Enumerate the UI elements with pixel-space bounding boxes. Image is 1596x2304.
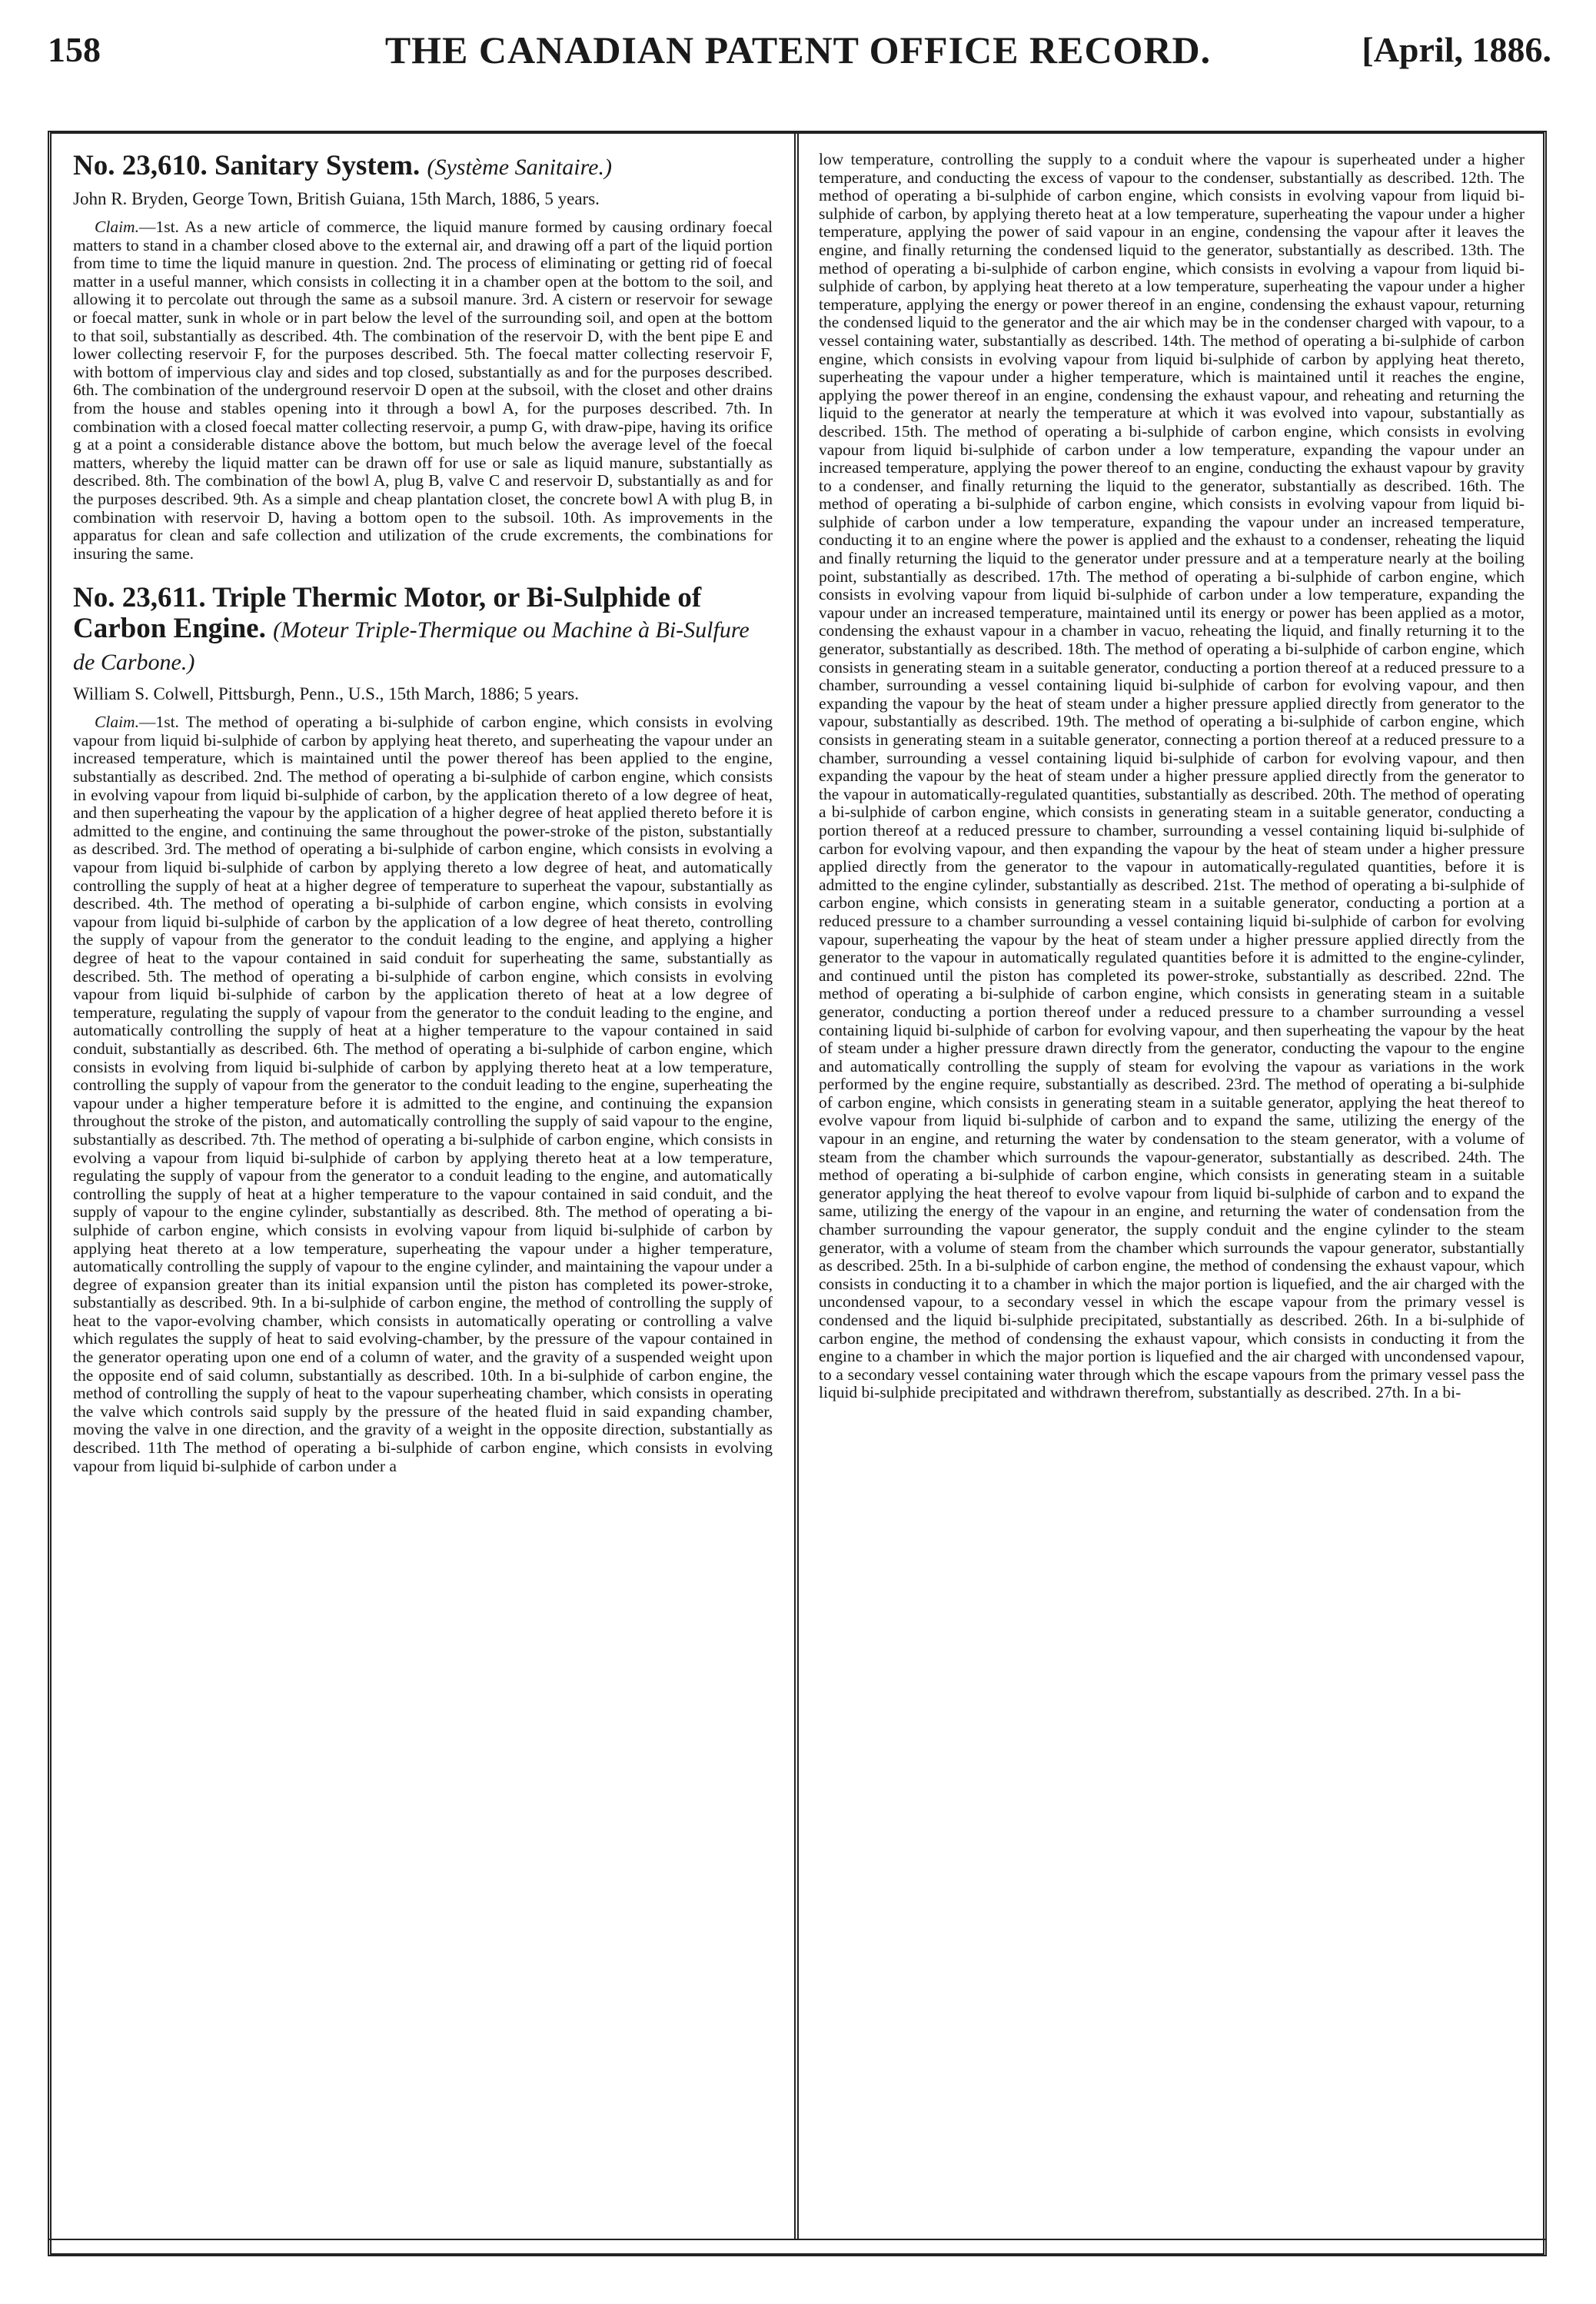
continued-claims-text: low temperature, controlling the supply to a conduit where the vapour is superheated under a higher temperature, and conducting the excess of vapour to the condenser, substantially as described. 12th. The method of operating a bi-sulphide of carbon engine, which consists in evolving vapour from liquid bi-sulphide of carbon, by applying thereto heat at a low temperature, superheating the vapour under a higher temperature, applying the power of said vapour in an engine, condensing the vapour after it leaves the engine, and finally returning the condensed liquid to the generator, substantially as described. 13th. The method of operating a bi-sulphide of carbon engine, which consists in evolving a vapour from liquid bi-sulphide of carbon, by applying heat thereto at a low temperature, superheating the vapour under a higher temperature, applying the energy or power thereof in an engine, condensing the exhaust vapour, returning the condensed liquid to the generator and the air which may be in the condenser charged with vapour, to a vessel containing water, substantially as described. 14th. The method of operating a bi-sulphide of carbon engine, which consists in evolving vapour from liquid bi-sulphide of carbon by applying heat thereto, superheating the vapour under a higher temperature, which is maintained until it reaches the engine, applying the power thereof in an engine, condensing the exhaust vapour, and reheating and returning the liquid to the generator at nearly the temperature at which it was evolved into vapour, substantially as described. 15th. The method of operating a bi-sulphide of carbon engine, which consists in evolving vapour from liquid bi-sulphide of carbon under a low temperature, expanding the vapour under an increased temperature, applying the power thereof to an engine, conducting the exhaust vapour by gravity to a condenser, and finally returning the liquid to the generator, substantially as described. 16th. The method of operating a bi-sulphide of carbon engine, which consists in evolving vapour from liquid bi-sulphide of carbon under a low temperature, expanding the vapour under an increased temperature, conducting it to an engine where the power is applied and the exhaust to a condenser, reheating the liquid and finally returning the liquid to the generator under pressure and at a temperature nearly at the boiling point, substantially as described. 17th. The method of operating a bi-sulphide of carbon engine, which consists in evolving vapour from liquid bi-sulphide of carbon under a low temperature, expanding the vapour under an increased temperature, maintained until its energy or power has been applied as a motor, condensing the exhaust vapour in a chamber in vacuo, reheating the liquid, and finally returning it to the generator, substantially as described. 18th. The method of operating a bi-sulphide of carbon engine, which consists in generating steam in a suitable generator, conducting a portion thereof at a reduced pressure to a chamber, surrounding a vessel containing liquid bi-sulphide of carbon for evolving vapour, and then expanding the vapour by the heat of steam under a higher pressure applied directly from generator to the vapour, substantially as described. 19th. The method of operating a bi-sulphide of carbon engine, which consists in generating steam in a suitable generator, connecting a portion thereof at a reduced pressure to a chamber, surrounding a vessel containing liquid bi-sulphide of carbon for evolving vapour, and then expanding the vapour by the heat of steam under a higher pressure applied directly from the generator to the vapour in automatically-regulated quantities, substantially as described. 20th. The method of operating a bi-sulphide of carbon engine, which consists in generating steam in a suitable generator, conducting a portion thereof at a reduced pressure to chamber, surrounding a vessel containing liquid bi-sulphide of carbon for evolving vapour, and then expanding the vapour by the heat of steam under a higher pressure applied directly from the generator to the vapour in automatically-regulated quantities, before it is admitted to the engine cylinder, substantially as described. 21st. The method of operating a bi-sulphide of carbon engine, which consists in generating steam in a suitable generator, conducting a portion at a reduced pressure to a chamber surrounding a vessel containing liquid bi-sulphide of carbon for evolving vapour, superheating the vapour by the heat of steam under a higher pressure applied directly from the generator to the vapour in automatically regulated quantities before it is admitted to the engine-cylinder, and continued until the piston has completed its power-stroke, substantially as described. 22nd. The method of operating a bi-sulphide of carbon engine, which consists in generating steam in a suitable generator, conducting a portion thereof under a reduced pressure to a chamber surrounding a vessel containing liquid bi-sulphide of carbon for evolving vapour, and then superheating the vapour by the heat of steam under a higher pressure drawn directly from the generator, conducting the vapour to the engine and automatically controlling the supply of steam for evolving the vapour as variations in the work performed by the engine require, substantially as described. 23rd. The method of operating a bi-sulphide of carbon engine, which consists in generating steam in a suitable generator, applying the heat thereof to evolve vapour from liquid bi-sulphide of carbon and to expand the same, utilizing the energy of the vapour in an engine, and returning the water by condensation to the steam generator, with a volume of steam from the chamber which surrounds the vapour-generator, substantially as described. 24th. The method of operating a bi-sulphide of carbon engine, which consists in generating steam in a suitable generator applying the heat thereof to evolve vapour from liquid bi-sulphide of carbon and to expand the same, utilizing the energy of the vapour in an engine, and returning the water of condensation from the chamber surrounding the vapour generator, the supply conduit and the engine cylinder to the steam generator, with a volume of steam from the chamber which surrounds the vapour generator, substantially as described. 25th. In a bi-sulphide of carbon engine, the method of condensing the exhaust vapour, which consists in conducting it to a chamber in which the major portion is liquefied, and the air charged with the uncondensed vapour, to a secondary vessel in which the escape vapour from the primary vessel is condensed and the liquid bi-sulphide precipitated, substantially as described. 26th. In a bi-sulphide of carbon engine, the method of condensing the exhaust vapour, which consists in conducting it from the engine to a chamber in which the major portion is liquefied and the air charged with uncondensed vapour, to a secondary vessel containing water through which the escape vapours from the primary vessel pass the liquid bi-sulphide precipitated and withdrawn therefrom, substantially as described. 27th. In a bi- (819, 151, 1525, 1402)
patent-number: No. 23,611. (73, 582, 206, 614)
patent-entry-23610 (73, 151, 773, 563)
claim-label: Claim. (95, 713, 139, 732)
claims-text: —1st. The method of operating a bi-sulphide of carbon engine, which consists in evolving vapour from liquid bi-sulphide of carbon by applying heat thereto, and superheating the vapour under an increased temperature, which is maintained until the power thereof has been applied to the engine, substantially as described. 2nd. The method of operating a bi-sulphide of carbon engine, which consists in evolving vapour from liquid bi-sulphide of carbon, by the application thereto of a low degree of heat, and then superheating the vapour by the application of a higher degree of heat applied thereto before it is admitted to the engine, and continuing the same throughout the power-stroke of the piston, substantially as described. 3rd. The method of operating a bi-sulphide of carbon engine, which consists in evolving a vapour from liquid bi-sulphide of carbon by applying thereto a low degree of heat, and automatically controlling the supply of heat at a higher degree of temperature to superheat the vapour, substantially as described. 4th. The method of operating a bi-sulphide of carbon engine, which consists in evolving vapour from liquid bi-sulphide of carbon by the application of a low degree of heat thereto, controlling the supply of vapour from the generator to the conduit leading to the engine, and applying a higher degree of heat to the vapour contained in said conduit for superheating the same, substantially as described. 5th. The method of operating a bi-sulphide of carbon engine, which consists in evolving vapour from liquid bi-sulphide of carbon by the application thereto of heat at a low degree of temperature, regulating the supply of vapour from the generator to the conduit leading to the engine, and automatically controlling the supply of heat at a higher temperature to the vapour contained in said conduit, substantially as described. 6th. The method of operating a bi-sulphide of carbon engine, which consists in evolving from liquid bi-sulphide of carbon by applying thereto heat at a low temperature, controlling the supply of vapour from the generator to the conduit leading to the engine, superheating the vapour under a higher temperature before it is admitted to the engine, and continuing the expansion throughout the stroke of the piston, and automatically controlling the supply of said vapour to the engine, substantially as described. 7th. The method of operating a bi-sulphide of carbon engine, which consists in evolving a vapour from liquid bi-sulphide of carbon by applying thereto heat at a low temperature, regulating the supply of vapour from the generator to a conduit leading to the engine, and automatically controlling the supply of heat at a higher temperature to the vapour contained in said conduit, and the supply of vapour to the engine cylinder, substantially as described. 8th. The method of operating a bi-sulphide of carbon engine, which consists in evolving vapour from liquid bi-sulphide of carbon by applying heat thereto at a low temperature, superheating the vapour under a higher temperature, automatically controlling the supply of vapour to the engine cylinder, and maintaining the vapour under a degree of expansion greater than its initial expansion until the piston has completed its power-stroke, substantially as described. 9th. In a bi-sulphide of carbon engine, the method of controlling the supply of heat to the vapor-evolving chamber, which consists in automatically operating or controlling a valve which regulates the supply of heat to said evolving-chamber, by the pressure of the vapour contained in the generator operating upon one end of a column of water, and the gravity of a suspended weight upon the opposite end of said column, substantially as described. 10th. In a bi-sulphide of carbon engine, the method of controlling the supply of heat to the vapour superheating chamber, which consists in operating the valve which controls said supply by the pressure of the heated fluid in said expanding chamber, moving the valve in one direction, and the gravity of a weight in the opposite direction, substantially as described. 11th The method of operating a bi-sulphide of carbon engine, which consists in evolving vapour from liquid bi-sulphide of carbon under a (73, 713, 773, 1475)
grantee: John R. Bryden, George Town, British Guiana, 15th March, 1886, 5 years. (73, 189, 600, 208)
page-number: 158 (48, 30, 101, 69)
issue-date: [April, 1886. (1362, 30, 1551, 69)
patent-number: No. 23,610. (73, 151, 208, 181)
claims-text: —1st. As a new article of commerce, the liquid manure formed by causing ordinary foecal matters to stand in a chamber closed above to the external air, and drawing off a part of the liquid portion from time to time the liquid manure in question. 2nd. The process of eliminating or getting rid of foecal matter in a useful manner, which consists in collecting it in a chamber open at the bottom to the soil, and allowing it to percolate out through the same as a subsoil manure. 3rd. A cistern or reservoir for sewage or foecal matter, sunk in whole or in part below the level of the surrounding soil, and open at the bottom to that soil, substantially as described. 4th. The combination of the reservoir D, with the bent pipe E and lower collecting reservoir F, for the purposes described. 5th. The foecal matter collecting reservoir F, with bottom of impervious clay and sides and top closed, substantially as and for the purposes described. 6th. The combination of the underground reservoir D open at the subsoil, with the closet and other drains from the house and stables opening into it through a bowl A, for the purposes described. 7th. In combination with a closed foecal matter collecting reservoir, a pump G, with draw-pipe, having its orifice g at a point a considerable distance above the bottom, but much below the average level of the foecal matters, whereby the liquid matter can be drawn off for use or sale as liquid manure, substantially as described. 8th. The combination of the bowl A, plug B, valve C and reservoir D, substantially as and for the purposes described. 9th. As a simple and cheap plantation closet, the concrete bowl A with plug B, in combination with reservoir D, having a bottom open to the subsoil. 10th. As improvements in the apparatus for clean and safe collection and utilization of the crude excrements, the combinations for insuring the same. (73, 218, 773, 563)
bottom-rule (48, 2239, 1547, 2240)
french-title: (Système Sanitaire.) (427, 155, 612, 180)
french-title: (Moteur Triple-Thermique ou Machine à Bi-Sulfure de Carbone.) (73, 617, 750, 676)
grantee: William S. Colwell, Pittsburgh, Penn., U.S., 15th March, 1886; 5 years. (73, 684, 579, 704)
claims (73, 218, 773, 563)
column-divider (794, 132, 799, 2239)
patent-title: Sanitary System. (214, 151, 421, 181)
patent-title: Triple Thermic Motor, or Bi-Sulphide of Carbon Engine. (73, 582, 702, 645)
patent-entry-23611 (73, 583, 773, 1475)
entry-title (73, 583, 773, 678)
claim-label: Claim. (95, 218, 139, 236)
entry-title (73, 151, 773, 183)
claims (73, 713, 773, 1475)
left-column (73, 151, 773, 2226)
right-column (819, 151, 1525, 2226)
journal-title: THE CANADIAN PATENT OFFICE RECORD. (384, 28, 1212, 71)
